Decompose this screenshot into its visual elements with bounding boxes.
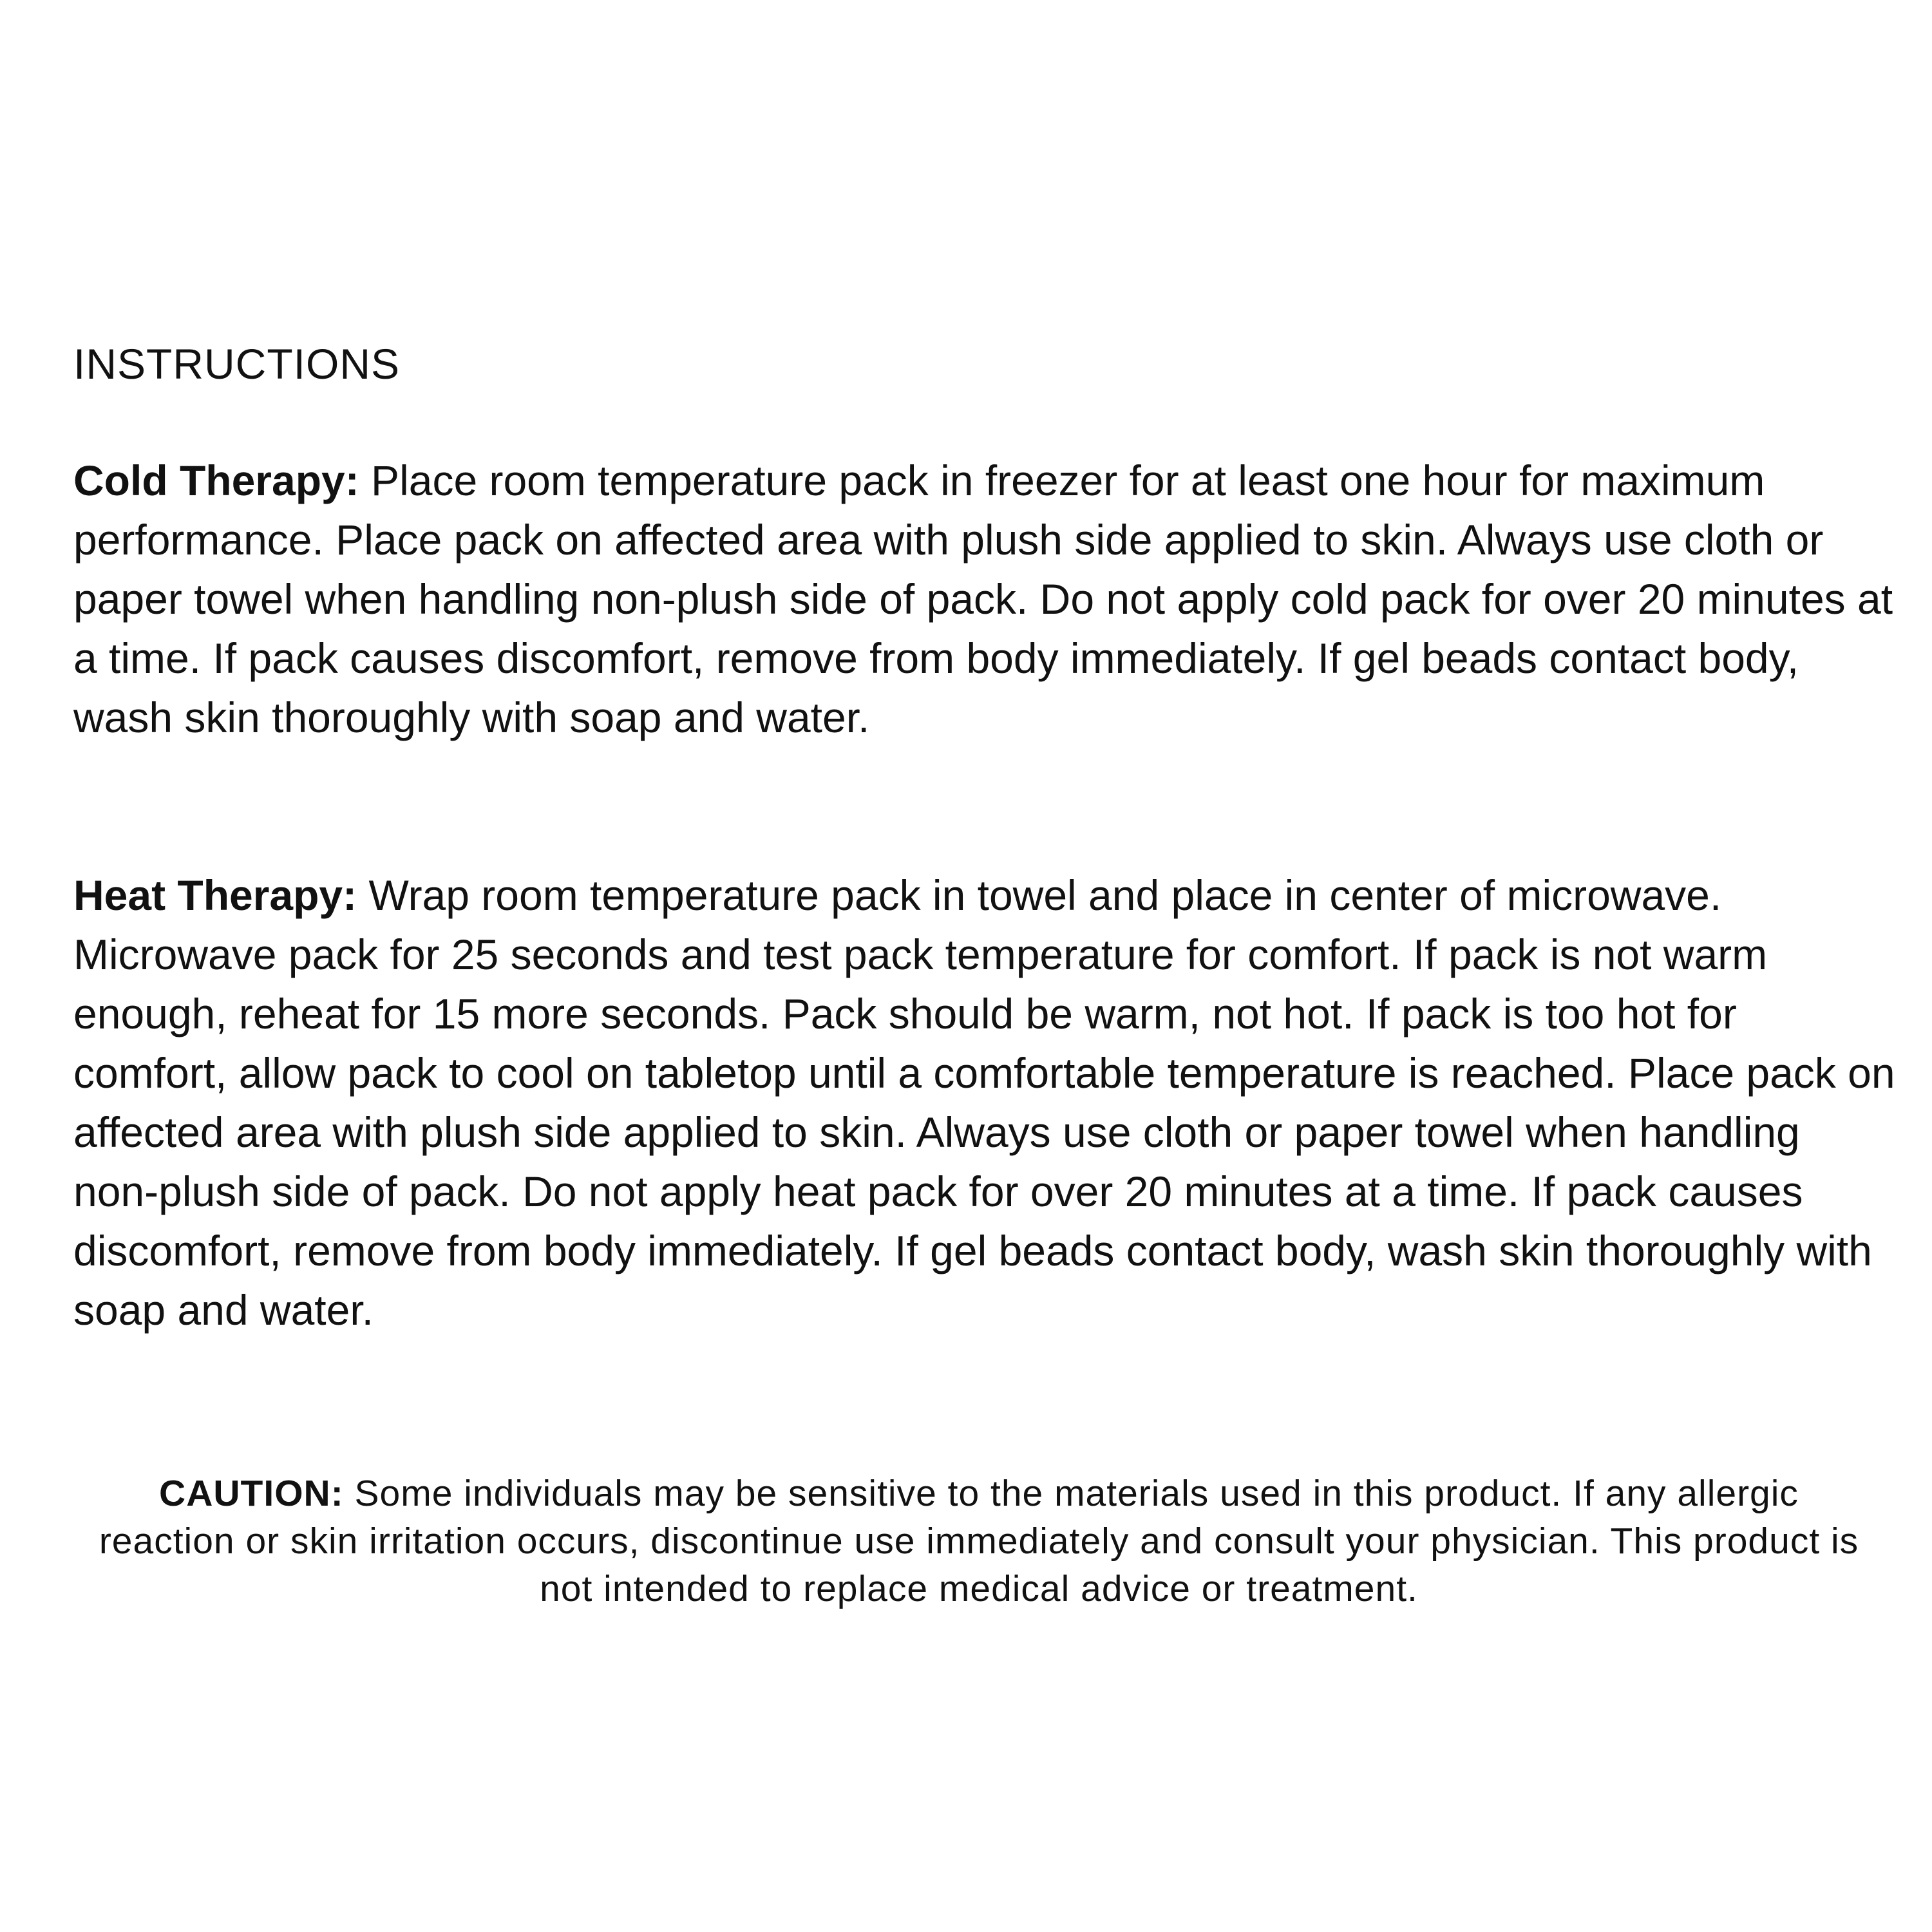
cold-therapy-label: Cold Therapy: (73, 457, 359, 504)
caution-text: Some individuals may be sensitive to the materials used in this product. If any allergic reaction or skin irritation occurs, discontinue use immediately and consult your physician. This product is not intended to replace medical advice or treatment. (99, 1473, 1859, 1609)
caution-notice (97, 1470, 1861, 1613)
heat-therapy-text: Wrap room temperature pack in towel and place in center of microwave. Microwave pack for 25 seconds and test pack temperature for comfort. If pack is not warm enough, reheat for 15 more seconds. Pack should be warm, not hot. If pack is too hot for comfort, allow pack to cool on tabletop until a comfortable temperature is reached. Place pack on affected area with plush side applied to skin. Always use cloth or paper towel when handling non-plush side of pack. Do not apply heat pack for over 20 minutes at a time. If pack causes discomfort, remove from body immediately. If gel beads contact body, wash skin thoroughly with soap and water. (73, 871, 1895, 1334)
cold-therapy-section (73, 451, 1896, 747)
cold-therapy-text: Place room temperature pack in freezer for at least one hour for maximum performance. Place pack on affected area with plush side applied to skin. Always use cloth or paper towel when handling non-plush side of pack. Do not apply cold pack for over 20 minutes at a time. If pack causes discomfort, remove from body immediately. If gel beads contact body, wash skin thoroughly with soap and water. (73, 457, 1893, 741)
heat-therapy-section (73, 866, 1896, 1340)
page-title: INSTRUCTIONS (73, 340, 400, 388)
caution-label: CAUTION: (159, 1473, 344, 1514)
heat-therapy-label: Heat Therapy: (73, 871, 357, 919)
